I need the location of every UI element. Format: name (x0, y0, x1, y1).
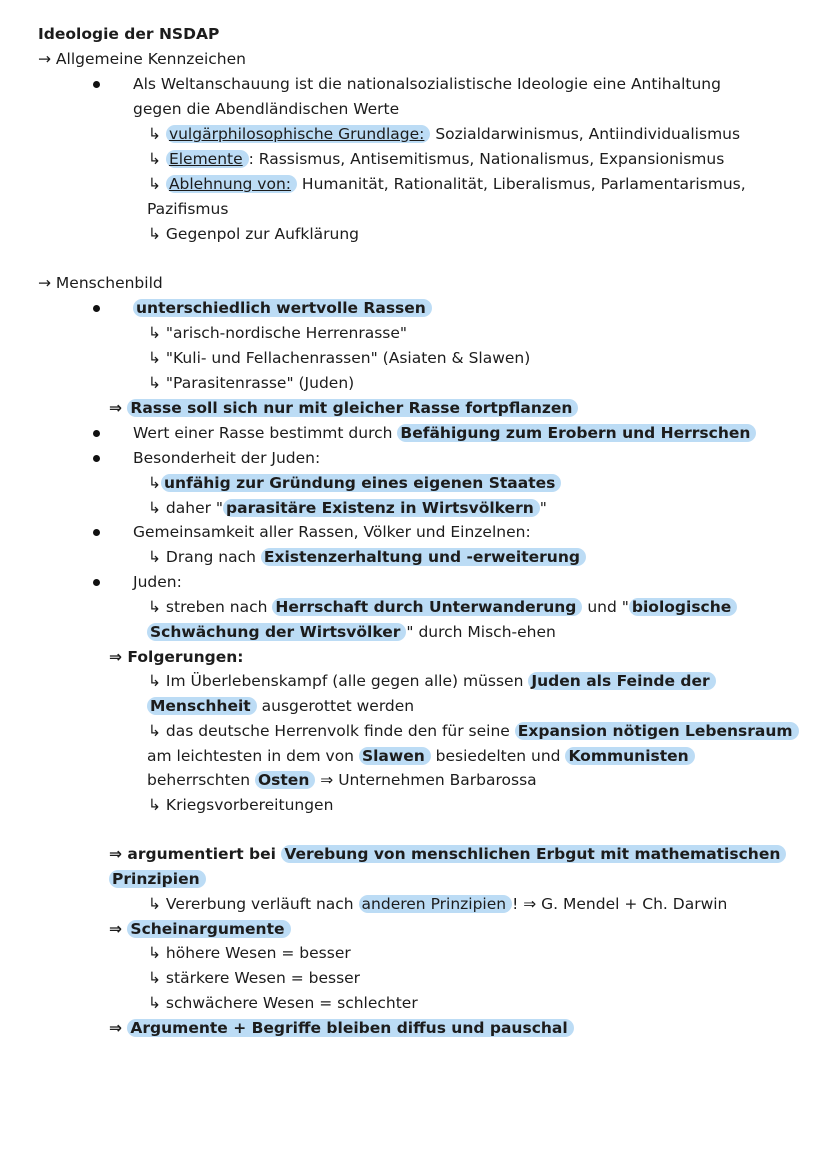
conclusion-fortpflanzung: ⇒ Rasse soll sich nur mit gleicher Rasse fortpflanzen (109, 396, 578, 421)
scheinargument-2: ↳ stärkere Wesen = besser (148, 969, 361, 987)
sub-ablehnung-cont: Pazifismus (147, 200, 229, 218)
folgerungen-heading: ⇒ Folgerungen: (109, 648, 244, 666)
section-heading-menschenbild: → Menschenbild (38, 274, 163, 292)
juden-sub-cont: Schwächung der Wirtsvölker " durch Misch-ehen (147, 620, 556, 645)
besonderheit-sub-1: ↳ unfähig zur Gründung eines eigenen Staates (148, 471, 561, 496)
juden-bullet: Juden: (133, 573, 182, 591)
rassen-bullet: unterschiedlich wertvolle Rassen (133, 296, 432, 321)
gemeinsamkeit-sub: ↳ Drang nach Existenzerhaltung und -erweiterung (148, 545, 586, 570)
bullet-dot (93, 305, 100, 312)
rassen-sub-3: ↳ "Parasitenrasse" (Juden) (148, 374, 355, 392)
folgerung-3: ↳ Kriegsvorbereitungen (148, 796, 334, 814)
page-title: Ideologie der NSDAP (38, 25, 220, 43)
folgerung-2-cont: am leichtesten in dem von Slawen besiedelten und Kommunisten (147, 744, 695, 769)
kennzeichen-line-1: Als Weltanschauung ist die nationalsozialistische Ideologie eine Antihaltung (133, 75, 721, 93)
gemeinsamkeit-bullet: Gemeinsamkeit aller Rassen, Völker und Einzelnen: (133, 523, 531, 541)
bullet-dot (93, 455, 100, 462)
scheinargumente-heading: ⇒ Scheinargumente (109, 917, 291, 942)
final-conclusion: ⇒ Argumente + Begriffe bleiben diffus und pauschal (109, 1016, 574, 1041)
bullet-dot (93, 81, 100, 88)
bullet-dot (93, 579, 100, 586)
sub-gegenpol: ↳ Gegenpol zur Aufklärung (148, 225, 359, 243)
folgerung-2: ↳ das deutsche Herrenvolk finde den für seine Expansion nötigen Lebensraum (148, 719, 799, 744)
scheinargument-1: ↳ höhere Wesen = besser (148, 944, 351, 962)
scheinargument-3: ↳ schwächere Wesen = schlechter (148, 994, 418, 1012)
section-heading-kennzeichen: → Allgemeine Kennzeichen (38, 50, 246, 68)
sub-ablehnung: ↳ Ablehnung von: Humanität, Rationalität, Liberalismus, Parlamentarismus, (148, 175, 746, 193)
argument-line: ⇒ argumentiert bei Verebung von menschlichen Erbgut mit mathematischen (109, 842, 786, 867)
kennzeichen-line-2: gegen die Abendländischen Werte (133, 100, 400, 118)
folgerung-1-cont: Menschheit ausgerottet werden (147, 694, 414, 719)
folgerung-2-cont2: beherrschten Osten ⇒ Unternehmen Barbarossa (147, 771, 537, 789)
sub-elemente: ↳ Elemente : Rassismus, Antisemitismus, Nationalismus, Expansionismus (148, 150, 725, 168)
sub-grundlage: ↳ vulgärphilosophische Grundlage: Sozialdarwinismus, Antiindividualismus (148, 125, 741, 143)
bullet-dot (93, 529, 100, 536)
argument-sub: ↳ Vererbung verläuft nach anderen Prinzipien ! ⇒ G. Mendel + Ch. Darwin (148, 895, 728, 913)
bullet-dot (93, 430, 100, 437)
juden-besonderheit-bullet: Besonderheit der Juden: (133, 449, 321, 467)
besonderheit-sub-2: ↳ daher " parasitäre Existenz in Wirtsvölkern " (148, 499, 547, 517)
rassen-sub-1: ↳ "arisch-nordische Herrenrasse" (148, 324, 408, 342)
rassen-sub-2: ↳ "Kuli- und Fellachenrassen" (Asiaten & Slawen) (148, 349, 531, 367)
argument-line-cont: Prinzipien (109, 867, 206, 892)
juden-sub: ↳ streben nach Herrschaft durch Unterwanderung und " biologische (148, 595, 737, 620)
wert-bullet: Wert einer Rasse bestimmt durch Befähigung zum Erobern und Herrschen (133, 421, 756, 446)
folgerung-1: ↳ Im Überlebenskampf (alle gegen alle) müssen Juden als Feinde der (148, 669, 716, 694)
